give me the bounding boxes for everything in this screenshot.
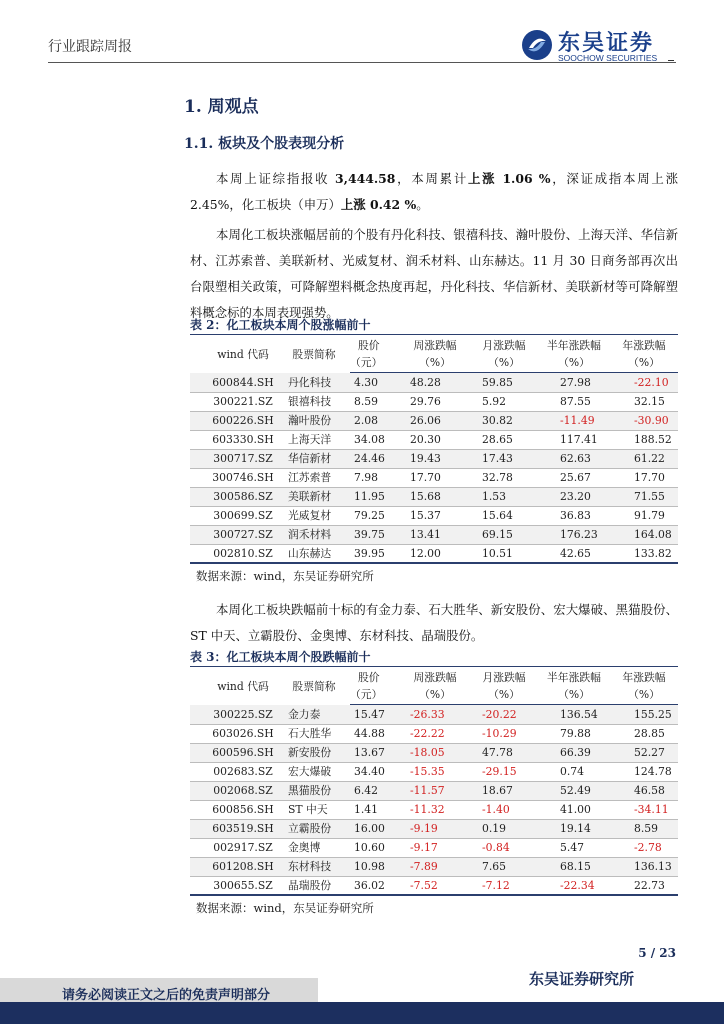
cell-week: 19.43 <box>400 449 470 468</box>
col-code: wind 代码 <box>217 347 269 361</box>
cell-month: -7.12 <box>470 876 538 895</box>
cell-week: -18.05 <box>400 743 470 762</box>
table-row <box>190 525 678 544</box>
col-price-unit: （元） <box>350 354 400 372</box>
cell-half: 87.55 <box>538 392 610 411</box>
footer-disclaimer: 请务必阅读正文之后的免责声明部分 <box>62 988 271 1003</box>
col-month-unit: （%） <box>470 686 538 704</box>
cell-half: 68.15 <box>538 857 610 876</box>
report-type-label: 行业跟踪周报 <box>48 39 132 55</box>
cell-week: -7.89 <box>400 857 470 876</box>
cell-price: 2.08 <box>350 411 400 430</box>
cell-code: 002917.SZ <box>190 838 278 857</box>
cell-price: 7.98 <box>350 468 400 487</box>
cell-half: -22.34 <box>538 876 610 895</box>
cell-month: -29.15 <box>470 762 538 781</box>
table-row <box>190 392 678 411</box>
cell-month: 30.82 <box>470 411 538 430</box>
cell-year: 8.59 <box>610 819 678 838</box>
cell-month: 0.19 <box>470 819 538 838</box>
col-year: 年涨跌幅 <box>622 338 666 352</box>
cell-week: 29.76 <box>400 392 470 411</box>
soochow-logo-icon <box>520 28 554 62</box>
cell-month: 28.65 <box>470 430 538 449</box>
cell-month: 69.15 <box>470 525 538 544</box>
table-row <box>190 411 678 430</box>
cell-month: 59.85 <box>470 373 538 392</box>
cell-price: 15.47 <box>350 705 400 724</box>
cell-year: -22.10 <box>610 373 678 392</box>
cell-year: 91.79 <box>610 506 678 525</box>
table-row <box>190 430 678 449</box>
table-row <box>190 487 678 506</box>
table3-header <box>190 668 678 705</box>
cell-price: 79.25 <box>350 506 400 525</box>
cell-name: 山东赫达 <box>278 544 350 563</box>
cell-code: 300717.SZ <box>190 449 278 468</box>
cell-month: -1.40 <box>470 800 538 819</box>
institute-name: 东吴证券研究所 <box>528 970 634 988</box>
cell-name: 宏大爆破 <box>278 762 350 781</box>
col-half-unit: （%） <box>538 354 610 372</box>
cell-year: 28.85 <box>610 724 678 743</box>
table-row <box>190 373 678 392</box>
company-logo <box>520 28 680 62</box>
cell-year: -30.90 <box>610 411 678 430</box>
top-gainers-paragraph: 本周化工板块涨幅居前的个股有丹化科技、银禧科技、瀚叶股份、上海天洋、华信新材、江苏索普、美联新材、光威复材、润禾材料、山东赫达。11 月 30 日商务部再次出台限塑相关政策，可降解塑料概念热度再起，丹化科技、华信新材、美联新材等可降解塑料概念标的本周表现强势。 <box>190 227 678 320</box>
col-name: 股票简称 <box>292 347 336 361</box>
cell-half: 19.14 <box>538 819 610 838</box>
cell-year: 17.70 <box>610 468 678 487</box>
table3-source: 数据来源：wind，东吴证券研究所 <box>196 901 374 915</box>
cell-week: 20.30 <box>400 430 470 449</box>
cell-week: -11.32 <box>400 800 470 819</box>
cell-code: 603026.SH <box>190 724 278 743</box>
cell-name: 丹化科技 <box>278 373 350 392</box>
cell-year: 155.25 <box>610 705 678 724</box>
cell-month: 5.92 <box>470 392 538 411</box>
cell-year: 32.15 <box>610 392 678 411</box>
cell-half: 5.47 <box>538 838 610 857</box>
para1-text-3: ，深证成指本周上涨 2.45%，化工板块（申万） <box>190 171 678 212</box>
cell-week: -11.57 <box>400 781 470 800</box>
chem-sector-change: 上涨 0.42 % <box>340 197 417 212</box>
col-price: 股价 <box>358 670 380 684</box>
page-number: 5 / 23 <box>638 946 676 960</box>
table-row <box>190 781 678 800</box>
cell-price: 36.02 <box>350 876 400 895</box>
cell-half: 23.20 <box>538 487 610 506</box>
cell-half: 117.41 <box>538 430 610 449</box>
cell-name: 新安股份 <box>278 743 350 762</box>
col-code: wind 代码 <box>217 679 269 693</box>
col-week-unit: （%） <box>400 354 470 372</box>
cell-price: 8.59 <box>350 392 400 411</box>
table-row <box>190 819 678 838</box>
sse-index-value: 3,444.58 <box>335 171 396 186</box>
cell-name: 立霸股份 <box>278 819 350 838</box>
cell-name: 上海天洋 <box>278 430 350 449</box>
table2-header <box>190 336 678 373</box>
table-row <box>190 705 678 724</box>
cell-year: 124.78 <box>610 762 678 781</box>
cell-half: 62.63 <box>538 449 610 468</box>
cell-month: 7.65 <box>470 857 538 876</box>
cell-year: 164.08 <box>610 525 678 544</box>
logo-english-name: SOOCHOW SECURITIES <box>558 53 658 63</box>
cell-week: 15.37 <box>400 506 470 525</box>
table-row <box>190 544 678 563</box>
col-week: 周涨跌幅 <box>413 670 457 684</box>
col-name: 股票简称 <box>292 679 336 693</box>
col-year: 年涨跌幅 <box>622 670 666 684</box>
cell-code: 603519.SH <box>190 819 278 838</box>
cell-name: 江苏索普 <box>278 468 350 487</box>
logo-chinese-name: 东吴证券 <box>558 31 655 56</box>
cell-half: 25.67 <box>538 468 610 487</box>
col-year-unit: （%） <box>610 686 678 704</box>
cell-week: -7.52 <box>400 876 470 895</box>
cell-price: 39.75 <box>350 525 400 544</box>
cell-month: -10.29 <box>470 724 538 743</box>
cell-code: 300586.SZ <box>190 487 278 506</box>
cell-year: 52.27 <box>610 743 678 762</box>
cell-price: 44.88 <box>350 724 400 743</box>
cell-year: 133.82 <box>610 544 678 563</box>
col-half-unit: （%） <box>538 686 610 704</box>
cell-month: -0.84 <box>470 838 538 857</box>
cell-name: 瀚叶股份 <box>278 411 350 430</box>
top-losers-table <box>190 705 678 896</box>
col-half: 半年涨跌幅 <box>547 670 601 684</box>
cell-week: -9.19 <box>400 819 470 838</box>
cell-half: 176.23 <box>538 525 610 544</box>
cell-year: 46.58 <box>610 781 678 800</box>
cell-code: 600596.SH <box>190 743 278 762</box>
cell-week: 15.68 <box>400 487 470 506</box>
para1-text-2: ，本周累计 <box>395 171 469 186</box>
cell-price: 13.67 <box>350 743 400 762</box>
cell-price: 24.46 <box>350 449 400 468</box>
subsection-heading: 1.1. 板块及个股表现分析 <box>184 136 345 152</box>
sse-weekly-change: 上涨 1.06 % <box>468 171 551 186</box>
cell-name: 润禾材料 <box>278 525 350 544</box>
cell-week: 12.00 <box>400 544 470 563</box>
cell-half: 66.39 <box>538 743 610 762</box>
cell-half: 41.00 <box>538 800 610 819</box>
table-row <box>190 876 678 895</box>
cell-code: 600856.SH <box>190 800 278 819</box>
cell-name: 华信新材 <box>278 449 350 468</box>
cell-week: 13.41 <box>400 525 470 544</box>
cell-name: ST 中天 <box>278 800 350 819</box>
cell-code: 002068.SZ <box>190 781 278 800</box>
table-row <box>190 724 678 743</box>
table-row <box>190 468 678 487</box>
cell-month: 10.51 <box>470 544 538 563</box>
cell-code: 300699.SZ <box>190 506 278 525</box>
table-row <box>190 857 678 876</box>
cell-month: 32.78 <box>470 468 538 487</box>
cell-code: 002683.SZ <box>190 762 278 781</box>
col-month: 月涨跌幅 <box>482 670 526 684</box>
cell-name: 黑猫股份 <box>278 781 350 800</box>
cell-half: 36.83 <box>538 506 610 525</box>
cell-half: 79.88 <box>538 724 610 743</box>
cell-code: 300655.SZ <box>190 876 278 895</box>
cell-half: 136.54 <box>538 705 610 724</box>
market-summary-paragraph <box>190 166 678 218</box>
cell-code: 002810.SZ <box>190 544 278 563</box>
table3-top-rule <box>190 666 678 667</box>
cell-week: -9.17 <box>400 838 470 857</box>
cell-code: 600844.SH <box>190 373 278 392</box>
cell-price: 11.95 <box>350 487 400 506</box>
cell-year: 136.13 <box>610 857 678 876</box>
col-week: 周涨跌幅 <box>413 338 457 352</box>
col-month: 月涨跌幅 <box>482 338 526 352</box>
cell-week: 26.06 <box>400 411 470 430</box>
cell-year: -34.11 <box>610 800 678 819</box>
cell-month: 47.78 <box>470 743 538 762</box>
table2-caption: 表 2：化工板块本周个股涨幅前十 <box>190 318 371 332</box>
cell-code: 300221.SZ <box>190 392 278 411</box>
cell-year: 22.73 <box>610 876 678 895</box>
cell-name: 石大胜华 <box>278 724 350 743</box>
cell-price: 39.95 <box>350 544 400 563</box>
table-row <box>190 506 678 525</box>
cell-half: 27.98 <box>538 373 610 392</box>
cell-price: 16.00 <box>350 819 400 838</box>
cell-week: -15.35 <box>400 762 470 781</box>
cell-price: 10.98 <box>350 857 400 876</box>
table-row <box>190 838 678 857</box>
footer-band <box>0 1002 724 1024</box>
cell-code: 300727.SZ <box>190 525 278 544</box>
cell-price: 34.08 <box>350 430 400 449</box>
cell-code: 601208.SH <box>190 857 278 876</box>
cell-half: 0.74 <box>538 762 610 781</box>
cell-year: 71.55 <box>610 487 678 506</box>
cell-name: 金力泰 <box>278 705 350 724</box>
top-gainers-table <box>190 373 678 564</box>
cell-month: 17.43 <box>470 449 538 468</box>
cell-month: -20.22 <box>470 705 538 724</box>
cell-price: 34.40 <box>350 762 400 781</box>
cell-code: 300225.SZ <box>190 705 278 724</box>
col-week-unit: （%） <box>400 686 470 704</box>
section-heading: 1. 周观点 <box>184 97 259 117</box>
col-price: 股价 <box>358 338 380 352</box>
col-price-unit: （元） <box>350 686 400 704</box>
para1-text-1: 本周上证综指报收 <box>216 171 336 186</box>
col-month-unit: （%） <box>470 354 538 372</box>
cell-price: 1.41 <box>350 800 400 819</box>
cell-month: 18.67 <box>470 781 538 800</box>
cell-half: -11.49 <box>538 411 610 430</box>
table-row <box>190 762 678 781</box>
cell-week: -22.22 <box>400 724 470 743</box>
cell-month: 1.53 <box>470 487 538 506</box>
cell-name: 晶瑞股份 <box>278 876 350 895</box>
cell-name: 光威复材 <box>278 506 350 525</box>
cell-year: 61.22 <box>610 449 678 468</box>
table-row <box>190 449 678 468</box>
cell-name: 东材科技 <box>278 857 350 876</box>
cell-code: 300746.SH <box>190 468 278 487</box>
cell-half: 42.65 <box>538 544 610 563</box>
cell-name: 美联新材 <box>278 487 350 506</box>
cell-half: 52.49 <box>538 781 610 800</box>
cell-year: -2.78 <box>610 838 678 857</box>
table-row <box>190 743 678 762</box>
cell-price: 6.42 <box>350 781 400 800</box>
table2-top-rule <box>190 334 678 335</box>
col-year-unit: （%） <box>610 354 678 372</box>
cell-week: 17.70 <box>400 468 470 487</box>
col-half: 半年涨跌幅 <box>547 338 601 352</box>
table3-caption: 表 3：化工板块本周个股跌幅前十 <box>190 650 371 664</box>
cell-week: 48.28 <box>400 373 470 392</box>
cell-name: 银禧科技 <box>278 392 350 411</box>
cell-week: -26.33 <box>400 705 470 724</box>
cell-month: 15.64 <box>470 506 538 525</box>
cell-price: 10.60 <box>350 838 400 857</box>
cell-price: 4.30 <box>350 373 400 392</box>
table2-source: 数据来源：wind，东吴证券研究所 <box>196 569 374 583</box>
cell-name: 金奥博 <box>278 838 350 857</box>
cell-code: 603330.SH <box>190 430 278 449</box>
para1-text-4: 。 <box>416 197 429 212</box>
cell-year: 188.52 <box>610 430 678 449</box>
header-dash <box>668 60 674 61</box>
table-row <box>190 800 678 819</box>
cell-code: 600226.SH <box>190 411 278 430</box>
top-losers-paragraph: 本周化工板块跌幅前十标的有金力泰、石大胜华、新安股份、宏大爆破、黑猫股份、ST 中天、立霸股份、金奥博、东材科技、晶瑞股份。 <box>190 602 678 643</box>
